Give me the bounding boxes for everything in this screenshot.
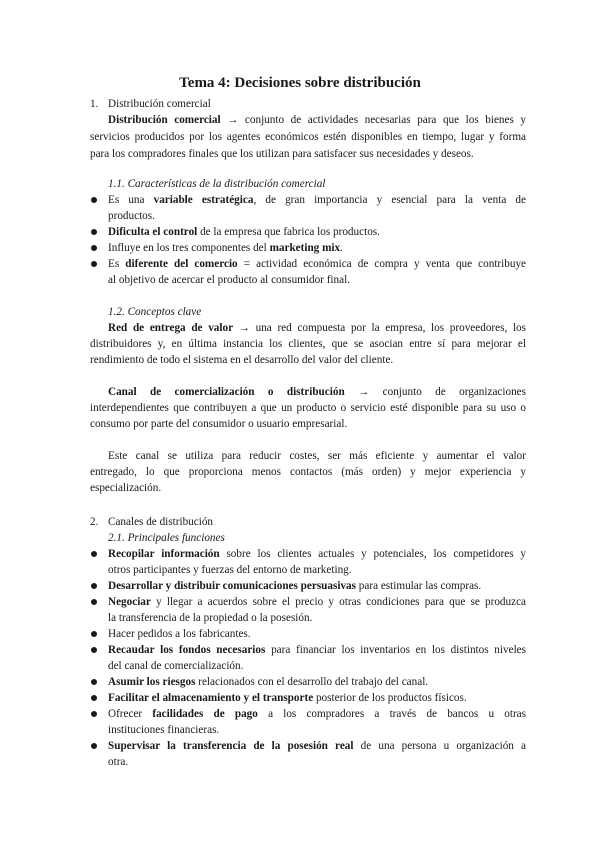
list-item: Hacer pedidos a los fabricantes. xyxy=(108,628,251,640)
list-item: Negociar y llegar a acuerdos sobre el precio y otras condiciones para que se produzca xyxy=(108,596,526,608)
bullet-icon xyxy=(91,245,97,251)
definition-line-1: Distribución comercial → conjunto de actividades necesarias para que los bienes y xyxy=(108,114,526,126)
paragraph-line-1: Este canal se utiliza para reducir costes, ser más eficiente y aumentar el valor xyxy=(108,450,526,462)
paragraph-line-2: entregado, lo que proporciona menos contactos (más orden) y mejor experiencia y xyxy=(90,466,526,478)
list-item-continuation: instituciones financieras. xyxy=(108,724,220,736)
subsection-2-1-heading: 2.1. Principales funciones xyxy=(108,532,225,544)
section-1-number: 1. xyxy=(90,98,99,110)
subsection-1-2-heading: 1.2. Conceptos clave xyxy=(108,306,202,318)
section-2-number: 2. xyxy=(90,516,99,528)
list-item: Asumir los riesgos relacionados con el desarrollo del trabajo del canal. xyxy=(108,676,429,688)
bullet-icon xyxy=(91,647,97,653)
list-item: Recopilar información sobre los clientes actuales y potenciales, los competidores y xyxy=(108,548,526,560)
subsection-1-1-heading: 1.1. Características de la distribución comercial xyxy=(108,178,326,190)
list-item-continuation: otros participantes y fuerzas del entorno de marketing. xyxy=(108,564,352,576)
list-item: Ofrecer facilidades de pago a los compradores a través de bancos u otras xyxy=(108,708,526,720)
list-item: Recaudar los fondos necesarios para financiar los inventarios en los distintos niveles xyxy=(108,644,526,656)
definition-line-3: para los compradores finales que los utilizan para satisfacer sus necesidades y deseos. xyxy=(90,148,474,160)
list-item-continuation: del canal de comercialización. xyxy=(108,660,244,672)
list-item: Es diferente del comercio = actividad económica de compra y venta que contribuye xyxy=(108,258,527,270)
definition-line-2: servicios producidos por los agentes económicos estén disponibles en tiempo, lugar y forma xyxy=(90,131,526,143)
red-line-3: rendimiento de todo el sistema en el desarrollo del valor del cliente. xyxy=(90,354,394,366)
red-line-2: distribuidores y, en última instancia los clientes, que se asocian entre sí para mejorar el xyxy=(90,338,526,350)
red-line-1: Red de entrega de valor → una red compuesta por la empresa, los proveedores, los xyxy=(108,322,526,334)
paragraph-line-3: especialización. xyxy=(90,482,162,494)
bullet-icon xyxy=(91,551,97,557)
list-item: Influye en los tres componentes del marketing mix. xyxy=(108,242,343,254)
bullet-icon xyxy=(91,631,97,637)
list-item-continuation: otra. xyxy=(108,756,129,768)
bullet-icon xyxy=(91,599,97,605)
bullet-icon xyxy=(91,261,97,267)
canal-line-1: Canal de comercialización o distribución → conjunto de organizaciones xyxy=(108,386,526,398)
canal-line-2: interdependientes que contribuyen a que un producto o servicio esté disponible para su uso o xyxy=(90,402,526,414)
bullet-icon xyxy=(91,711,97,717)
bullet-icon xyxy=(91,197,97,203)
definition-term: Distribución comercial → xyxy=(108,114,239,126)
list-item: Facilitar el almacenamiento y el transporte posterior de los productos físicos. xyxy=(108,692,467,704)
list-item: Supervisar la transferencia de la posesión real de una persona u organización a xyxy=(108,740,526,752)
section-2-heading: Canales de distribución xyxy=(108,516,214,528)
list-item: Es una variable estratégica, de gran importancia y esencial para la venta de xyxy=(108,194,526,206)
list-item: Desarrollar y distribuir comunicaciones persuasivas para estimular las compras. xyxy=(108,580,482,592)
bullet-icon xyxy=(91,743,97,749)
canal-line-3: consumo por parte del consumidor o usuario empresarial. xyxy=(90,418,348,430)
list-item-continuation: productos. xyxy=(108,210,155,222)
bullet-icon xyxy=(91,229,97,235)
list-item-continuation: al objetivo de acercar el producto al consumidor final. xyxy=(108,274,350,286)
section-1-heading: Distribución comercial xyxy=(108,98,211,110)
list-item-continuation: la transferencia de la propiedad o la posesión. xyxy=(108,612,313,624)
document-title: Tema 4: Decisiones sobre distribución xyxy=(179,75,421,91)
list-item: Dificulta el control de la empresa que fabrica los productos. xyxy=(108,226,380,238)
bullet-icon xyxy=(91,679,97,685)
bullet-icon xyxy=(91,583,97,589)
bullet-icon xyxy=(91,695,97,701)
